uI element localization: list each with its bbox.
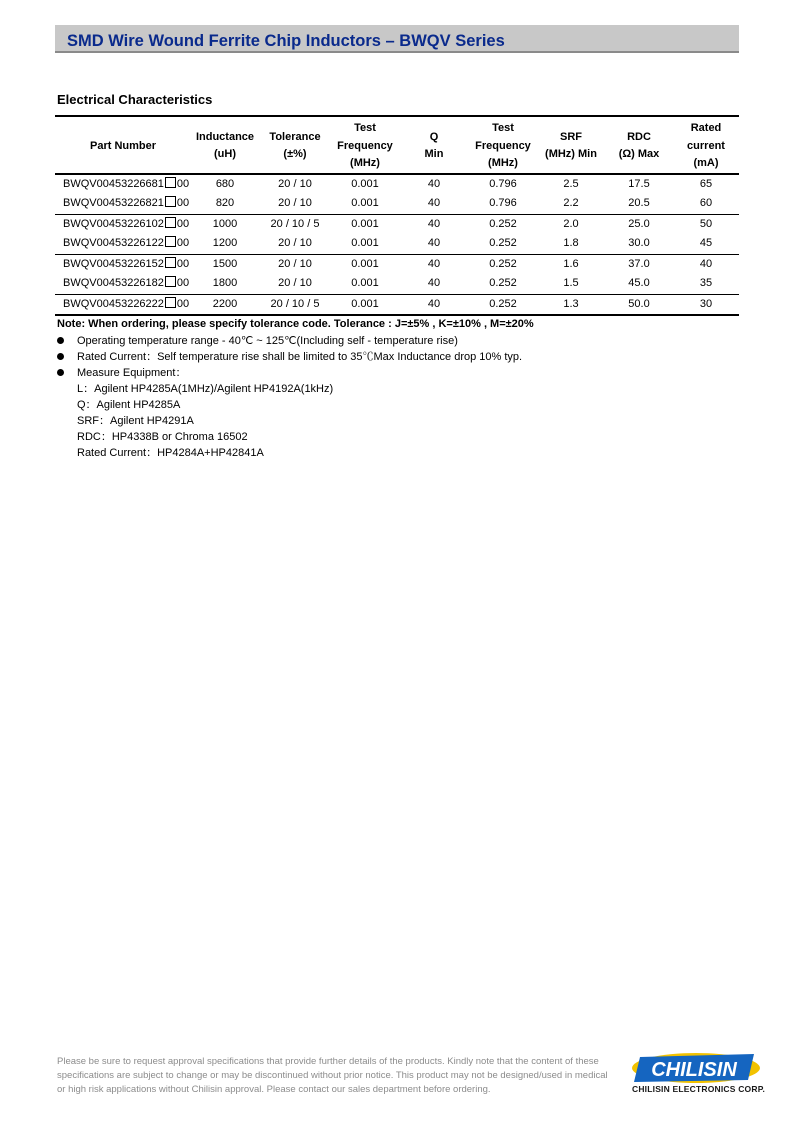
q-min-cell: 40 [427,257,441,270]
rdc-cell: 30.0 [605,234,673,254]
table-header [55,116,739,174]
q-test-freq-cell: 0.252 [469,294,537,315]
part-number-cell: BWQV00453226681 00 [63,177,190,190]
srf-cell: 2.2 [537,194,605,214]
q-test-freq-cell: 0.252 [489,217,517,230]
inductance-cell: 680 [215,177,235,190]
test-freq-cell: 0.001 [351,217,379,230]
table-row [55,234,739,254]
title-bar [55,25,739,53]
inductance-cell: 1000 [212,217,238,230]
equipment-q: Q：Agilent HP4285A [77,399,181,411]
tolerance-cell: 20 / 10 / 5 [270,217,320,230]
column-header: Test Frequency (MHz) [331,116,399,174]
srf-cell: 2.5 [563,177,579,190]
part-number-cell: BWQV00453226102 00 [63,217,190,230]
part-number-cell: BWQV00453226182 00 [55,274,191,294]
rated-current-cell: 30 [673,294,739,315]
footer-disclaimer: Please be sure to request approval specifications that provide further details of the products. Kindly note that the content of these specifications are subject to change or may be discontinued without prior notice. This product may not be designed/used in medical or high risk applications without Chilisin approval. Please contact our sales department before ordering. [57,1056,608,1095]
tolerance-code-box-icon [165,177,176,188]
tolerance-cell: 20 / 10 [259,234,331,254]
tolerance-code-box-icon [165,236,176,247]
tolerance-cell: 20 / 10 [278,257,312,270]
inductance-cell: 1500 [212,257,238,270]
note-rated-current: Rated Current：Self temperature rise shall be limited to 35℃Max Inductance drop 10% typ. [57,349,522,365]
rdc-cell: 25.0 [628,217,650,230]
srf-cell: 1.6 [563,257,579,270]
bullet-icon [57,369,64,376]
tolerance-cell: 20 / 10 / 5 [259,294,331,315]
column-header: Test Frequency (MHz) [469,116,537,174]
company-name: CHILISIN ELECTRONICS CORP. [632,1084,766,1094]
q-min-cell: 40 [399,294,469,315]
q-test-freq-cell: 0.252 [469,274,537,294]
part-number-cell: BWQV00453226122 00 [55,234,191,254]
ordering-note: Note: When ordering, please specify tolerance code. Tolerance : J=±5% , K=±10% , M=±20% [57,318,534,330]
table-row [55,274,739,294]
rated-current-cell: 40 [699,257,713,270]
q-min-cell: 40 [399,274,469,294]
equipment-l: L：Agilent HP4285A(1MHz)/Agilent HP4192A(1kHz) [77,383,334,395]
electrical-characteristics-table [55,115,739,316]
rated-current-cell: 45 [673,234,739,254]
test-freq-cell: 0.001 [331,194,399,214]
column-header: Q Min [399,116,469,174]
q-min-cell: 40 [427,217,441,230]
inductance-cell: 2200 [191,294,259,315]
inductance-cell: 1800 [191,274,259,294]
equipment-srf: SRF：Agilent HP4291A [77,415,194,427]
table-row [55,194,739,214]
srf-cell: 1.3 [537,294,605,315]
test-freq-cell: 0.001 [351,177,379,190]
column-header: Part Number [55,116,191,174]
equipment-rated-current: Rated Current：HP4284A+HP42841A [77,447,264,459]
inductance-cell: 1200 [191,234,259,254]
srf-cell: 1.5 [537,274,605,294]
test-freq-cell: 0.001 [351,257,379,270]
q-test-freq-cell: 0.796 [489,177,517,190]
q-min-cell: 40 [399,194,469,214]
rated-current-cell: 50 [699,217,713,230]
srf-cell: 2.0 [563,217,579,230]
bullet-icon [57,337,64,344]
tolerance-cell: 20 / 10 [259,194,331,214]
tolerance-cell: 20 / 10 [259,274,331,294]
tolerance-code-box-icon [165,196,176,207]
tolerance-code-box-icon [165,257,176,268]
q-min-cell: 40 [399,234,469,254]
part-number-cell: BWQV00453226222 00 [55,294,191,315]
rdc-cell: 45.0 [605,274,673,294]
page-title: SMD Wire Wound Ferrite Chip Inductors – BWQV Series [67,32,505,50]
tolerance-code-box-icon [165,297,176,308]
q-min-cell: 40 [427,177,441,190]
srf-cell: 1.8 [537,234,605,254]
table-row [55,214,739,234]
column-header: RDC (Ω) Max [605,116,673,174]
note-operating-temperature: Operating temperature range - 40℃ ~ 125℃(Including self - temperature rise) [57,333,522,349]
notes-list [57,333,522,461]
rdc-cell: 50.0 [605,294,673,315]
rated-current-cell: 65 [699,177,713,190]
test-freq-cell: 0.001 [331,294,399,315]
rdc-cell: 37.0 [628,257,650,270]
table-row [55,254,739,274]
section-title: Electrical Characteristics [57,92,213,107]
tolerance-cell: 20 / 10 [278,177,312,190]
q-test-freq-cell: 0.252 [489,257,517,270]
column-header: Rated current (mA) [673,116,739,174]
bullet-icon [57,353,64,360]
equipment-rdc: RDC：HP4338B or Chroma 16502 [77,431,248,443]
rated-current-cell: 60 [673,194,739,214]
tolerance-code-box-icon [165,276,176,287]
test-freq-cell: 0.001 [331,274,399,294]
svg-text:CHILISIN: CHILISIN [651,1059,737,1081]
tolerance-code-box-icon [165,217,176,228]
test-freq-cell: 0.001 [331,234,399,254]
table-body [55,174,739,316]
q-test-freq-cell: 0.252 [469,234,537,254]
part-number-cell: BWQV00453226152 00 [63,257,190,270]
column-header: Tolerance (±%) [259,116,331,174]
inductance-cell: 820 [191,194,259,214]
part-number-cell: BWQV00453226821 00 [55,194,191,214]
note-measure-equipment: Measure Equipment： [57,365,522,381]
rdc-cell: 20.5 [605,194,673,214]
q-test-freq-cell: 0.796 [469,194,537,214]
column-header: Inductance (uH) [191,116,259,174]
table-row [55,294,739,315]
rated-current-cell: 35 [673,274,739,294]
table-row [55,174,739,195]
column-header: SRF (MHz) Min [537,116,605,174]
rdc-cell: 17.5 [628,177,650,190]
